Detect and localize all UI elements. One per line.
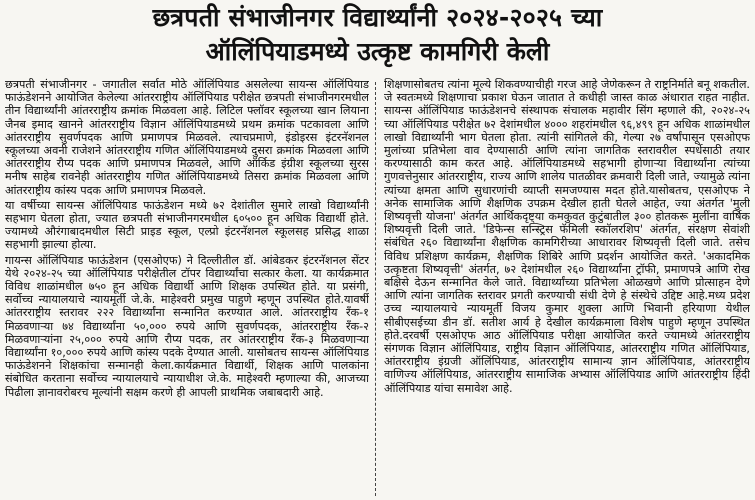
headline-line-2: ऑलिंपियाडमध्ये उत्कृष्ट कामगिरी केली	[205, 37, 550, 66]
article-paragraph: या वर्षीच्या सायन्स ऑलिंपियाड फाऊंडेशन मध्ये ७२ देशांतील सुमारे लाखो विद्यार्थ्यांनी सहभाग घेतला होता, ज्यात छत्रपती संभाजीनगरमधील ६०५०० हून अधिक विद्यार्थी होते. ज्यामध्ये औरंगाबादमधील सिटी प्राइड स्कूल, एल्प्रो इंटरनॅशनल स्कूलसह प्रसिद्ध शाळा सहभागी झाल्या होत्या.	[5, 198, 369, 252]
headline	[0, 0, 755, 74]
headline-line-1: छत्रपती संभाजीनगर विद्यार्थ्यांनी २०२४-२०२५ च्या	[152, 3, 603, 32]
article-paragraph: छत्रपती संभाजीनगर - जगातील सर्वात मोठे ऑलिंपियाड असलेल्या सायन्स ऑलिंपियाड फाऊंडेशनने आयोजित केलेल्या आंतरराष्ट्रीय ऑलिंपियाड परीक्षेत छत्रपती संभाजीनगरमधील तीन विद्यार्थ्यांनी आंतरराष्ट्रीय क्रमांक मिळवला आहे. लिटिल फ्लॉवर स्कूलच्या खान लियाना जैनब इमाद खानने आंतरराष्ट्रीय विज्ञान ऑलिंपियाडमध्ये प्रथम क्रमांक पटकावला आणि आंतरराष्ट्रीय सुवर्णपदक आणि प्रमाणपत्र मिळवले. त्याचप्रमाणे, इंडोइरस इंटरनॅशनल स्कूलच्या अवनी राजेशने आंतरराष्ट्रीय गणित ऑलिंपियाडमध्ये दुसरा क्रमांक मिळवला आणि आंतरराष्ट्रीय रौप्य पदक आणि प्रमाणपत्र मिळवले, आणि ऑर्किड इंग्रीश स्कूलच्या सुरस मनीष साहेब रावनेही आंतरराष्ट्रीय गणित ऑलिंपियाडमध्ये तिसरा क्रमांक मिळवला आणि आंतरराष्ट्रीय कांस्य पदक आणि प्रमाणपत्र मिळवले.	[5, 78, 369, 197]
article-column-left	[5, 78, 369, 498]
article-column-right	[384, 78, 750, 498]
article-paragraph: शिक्षणासोबतच त्यांना मूल्ये शिकवण्याचीही गरज आहे जेणेकरून ते राष्ट्रनिर्माते बनू शकतील. जे स्वतःमध्ये शिक्षणाचा प्रकाश घेऊन जातात ते कधीही जास्त काळ अंधारात राहत नाहीत. सायन्स ऑलिंपियाड फाऊंडेशनचे संस्थापक संचालक महावीर सिंग म्हणाले की, २०२४-२५ च्या ऑलिंपियाड परीक्षेत ७२ देशांमधील ४००० शहरांमधील ९६,४९९ हून अधिक शाळांमधील लाखो विद्यार्थ्यांनी भाग घेतला होता. त्यांनी सांगितले की, गेल्या २७ वर्षांपासून एसओएफ मुलांच्या प्रतिभेला वाव देण्यासाठी आणि त्यांना जागतिक स्तरावरील स्पर्धेसाठी तयार करण्यासाठी काम करत आहे. ऑलिंपियाडमध्ये सहभागी होणाऱ्या विद्यार्थ्यांना त्यांच्या गुणवत्तेनुसार आंतरराष्ट्रीय, राज्य आणि शालेय पातळीवर क्रमवारी दिली जाते, ज्यामुळे त्यांना त्यांच्या क्षमता आणि सुधारणांची व्याप्ती समजण्यास मदत होते.यासोबतच, एसओएफ ने अनेक सामाजिक आणि शैक्षणिक उपक्रम देखील हाती घेतले आहेत, ज्या अंतर्गत 'मुली शिष्यवृत्ती योजना' अंतर्गत आर्थिकदृष्ट्या कमकुवत कुटुंबातील ३०० होतकरू मुलींना वार्षिक शिष्यवृत्ती दिली जाते. 'डिफेन्स सन्स्ट्रिस फॅमिली स्कॉलरशिप' अंतर्गत, संरक्षण सेवांशी संबंधित २६० विद्यार्थ्यांना शैक्षणिक कामगिरीच्या आधारावर शिष्यवृत्ती दिली जाते. तसेच विविध प्रशिक्षण कार्यक्रम, शैक्षणिक शिबिरे आणि प्रदर्शन आयोजित करते. 'अकादमिक उत्कृष्टता शिष्यवृत्ती' अंतर्गत, ७२ देशांमधील २६० विद्यार्थ्यांना ट्रॉफी, प्रमाणपत्रे आणि रोख बक्षिसे देऊन सन्मानित केले जाते. विद्यार्थ्यांच्या प्रतिभेला ओळखणे आणि प्रोत्साहन देणे आणि त्यांना जागतिक स्तरावर प्रगती करण्याची संधी देणे हे संस्थेचे उद्दिष्ट आहे.मध्य प्रदेश उच्च न्यायालयाचे न्यायमूर्ती विजय कुमार शुक्ला आणि भिवानी हरियाणा येथील सीबीएसईच्या डीन डॉ. सतीश आर्य हे देखील कार्यक्रमाला विशेष पाहुणे म्हणून उपस्थित होते.दरवर्षी एसओएफ आठ ऑलिंपियाड परीक्षा आयोजित करते ज्यामध्ये आंतरराष्ट्रीय संगणक विज्ञान ऑलिंपियाड, राष्ट्रीय विज्ञान ऑलिंपियाड, आंतरराष्ट्रीय गणित ऑलिंपियाड, आंतरराष्ट्रीय इंग्रजी ऑलिंपियाड, आंतरराष्ट्रीय सामान्य ज्ञान ऑलिंपियाड, आंतरराष्ट्रीय वाणिज्य ऑलिंपियाड, आंतरराष्ट्रीय सामाजिक अभ्यास ऑलिंपियाड आणि आंतरराष्ट्रीय हिंदी ऑलिंपियाड यांचा समावेश आहे.	[384, 78, 750, 395]
article-paragraph: गायन्स ऑलिंपियाड फाऊंडेशन (एसओएफ) ने दिल्लीतील डॉ. आंबेडकर इंटरनॅशनल सेंटर येथे २०२४-२५ च्या ऑलिंपियाड परीक्षेतील टॉपर विद्यार्थ्यांचा सत्कार केला. या कार्यक्रमात विविध शाळांमधील ७५० हून अधिक विद्यार्थी आणि शिक्षक उपस्थित होते. या प्रसंगी, सर्वोच्च न्यायालयाचे न्यायमूर्ती जे.के. माहेश्वरी प्रमुख पाहुणे म्हणून उपस्थित होते.यावर्षी आंतरराष्ट्रीय स्तरावर २२२ विद्यार्थ्यांना सन्मानित करण्यात आले. आंतरराष्ट्रीय रँक-१ मिळवणाऱ्या ७४ विद्यार्थ्यांना ५०,००० रुपये आणि सुवर्णपदक, आंतरराष्ट्रीय रँक-२ मिळवणाऱ्यांना २५,००० रुपये आणि रौप्य पदक, तर आंतरराष्ट्रीय रँक-३ मिळवणाऱ्या विद्यार्थ्यांना १०,००० रुपये आणि कांस्य पदके देण्यात आली. यासोबतच सायन्स ऑलिंपियाड फाऊंडेशनने शिक्षकांचा सन्मानही केला.कार्यक्रमात विद्यार्थी, शिक्षक आणि पालकांना संबोधित करताना सर्वोच्च न्यायालयाचे न्यायाधीश जे.के. माहेश्वरी म्हणाल्या की, आजच्या पिढीला ज्ञानावरोबरच मूल्यांनी सक्षम करणे ही आपली प्राथमिक जबाबदारी आहे.	[5, 253, 369, 399]
column-divider	[375, 82, 376, 496]
